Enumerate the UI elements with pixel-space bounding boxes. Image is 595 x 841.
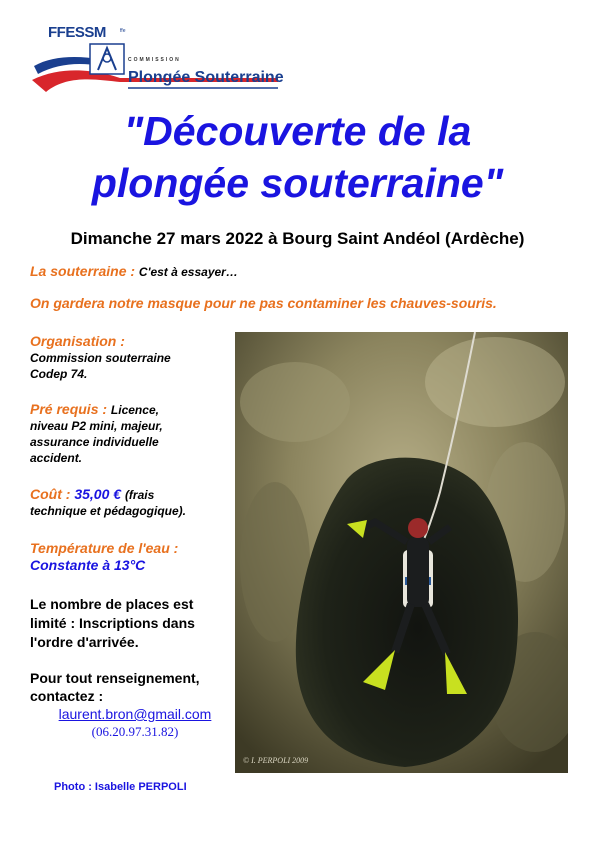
cout-price: 35,00 € — [74, 486, 122, 502]
cave-diver-photo — [235, 332, 568, 773]
cout-block — [30, 486, 230, 519]
temperature-value: Constante à 13°C — [30, 557, 146, 573]
ffessm-logo — [28, 22, 288, 102]
title-line-1: "Découverte de la — [123, 108, 472, 154]
photo-credit: Photo : Isabelle PERPOLI — [54, 781, 187, 793]
places-line-1: Le nombre de places est — [30, 596, 194, 612]
organisation-label: Organisation : — [30, 333, 125, 349]
prerequis-line-4: accident. — [30, 451, 83, 465]
logo-name-text: Plongée Souterraine — [128, 69, 284, 86]
organisation-block — [30, 333, 230, 382]
organisation-line-1: Commission souterraine — [30, 351, 171, 365]
intro-label: La souterraine : — [30, 263, 136, 279]
places-line-3: l'ordre d'arrivée. — [30, 634, 139, 650]
event-date: Dimanche 27 mars 2022 à Bourg Saint Andéol (Ardèche) — [70, 229, 525, 248]
contact-block — [30, 669, 230, 705]
places-line-2: limité : Inscriptions dans — [30, 615, 195, 631]
contact-line-1: Pour tout renseignement, — [30, 670, 200, 686]
photo-copyright: © I. PERPOLI 2009 — [243, 756, 309, 765]
title-line-2: plongée souterraine" — [91, 160, 504, 206]
prerequis-label: Pré requis : — [30, 401, 108, 417]
prerequis-line-1: Licence, — [110, 403, 159, 417]
organisation-line-2: Codep 74. — [30, 367, 88, 381]
prerequis-line-3: assurance individuelle — [30, 435, 159, 449]
logo-commission-text: COMMISSION — [128, 57, 181, 63]
cout-line-2: technique et pédagogique). — [30, 504, 187, 518]
temperature-label: Température de l'eau : — [30, 540, 179, 556]
intro-text: C'est à essayer… — [138, 265, 238, 279]
cave-diver-illustration — [235, 332, 568, 773]
prerequis-line-2: niveau P2 mini, majeur, — [30, 419, 163, 433]
prerequis-block — [30, 401, 230, 466]
logo-org-suffix: ffe — [120, 28, 126, 34]
contact-email-link[interactable]: laurent.bron@gmail.com — [58, 706, 212, 722]
intro-line — [30, 263, 238, 279]
logo-org-text: FFESSM — [48, 24, 106, 41]
cout-label: Coût : — [30, 486, 71, 502]
contact-line-2: contactez : — [30, 688, 104, 704]
mask-notice: On gardera notre masque pour ne pas contaminer les chauves-souris. — [30, 295, 497, 311]
cout-line-1: (frais — [124, 488, 155, 502]
places-block — [30, 595, 230, 652]
page-title — [0, 105, 595, 209]
contact-phone: (06.20.97.31.82) — [91, 724, 179, 739]
temperature-block — [30, 540, 230, 574]
